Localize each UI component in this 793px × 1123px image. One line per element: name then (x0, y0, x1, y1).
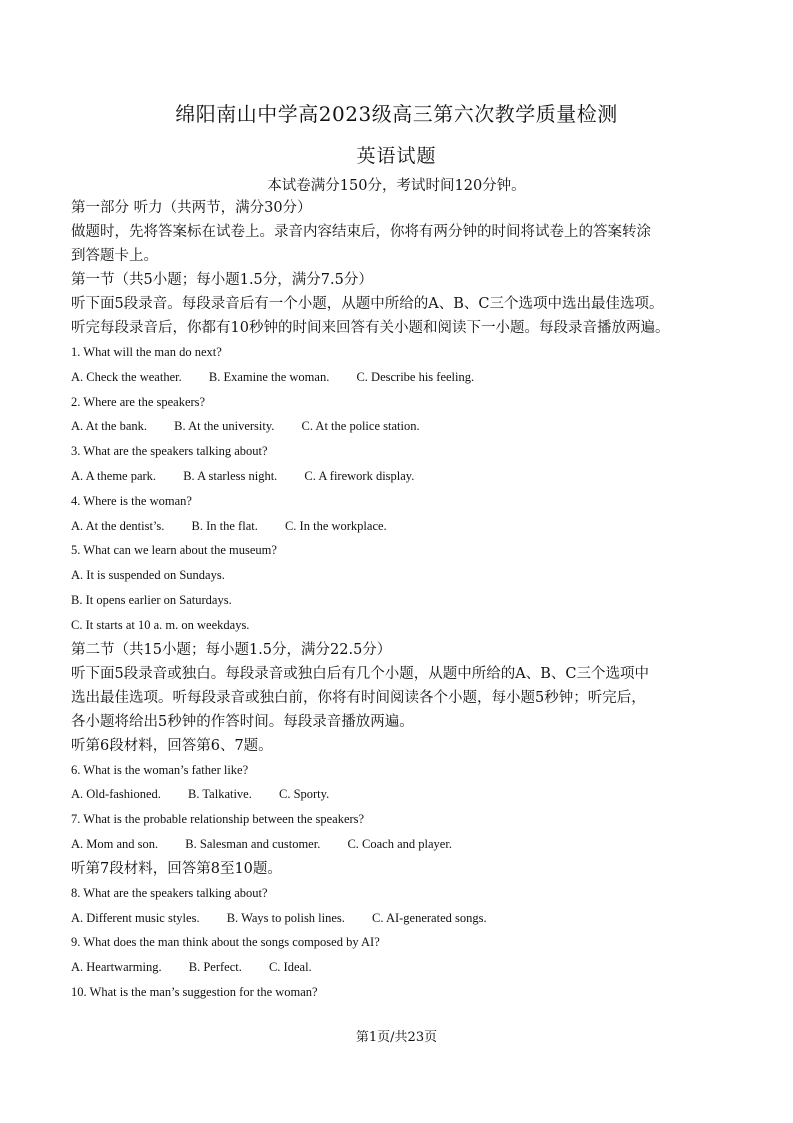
options-8 (71, 906, 731, 931)
section2-instruction-line: 各小题将给出5秒钟的作答时间。每段录音播放两遍。 (71, 713, 414, 730)
option-7a: A. Mom and son. (71, 836, 159, 851)
options-7 (71, 832, 731, 857)
question-6: 6. What is the woman’s father like? (71, 762, 249, 777)
material-6-heading: 听第6段材料，回答第6、7题。 (71, 737, 273, 754)
option-5a: A. It is suspended on Sundays. (71, 568, 225, 583)
question-10: 10. What is the man’s suggestion for the woman? (71, 984, 318, 999)
option-9a: A. Heartwarming. (71, 960, 162, 975)
option-6c: C. Sporty. (278, 787, 330, 802)
option-3c: C. A firework display. (304, 468, 415, 483)
question-7: 7. What is the probable relationship between the speakers? (71, 812, 365, 827)
question-9: 9. What does the man think about the songs composed by AI? (71, 935, 380, 950)
option-2a: A. At the bank. (71, 419, 148, 434)
question-8: 8. What are the speakers talking about? (71, 885, 268, 900)
option-4a: A. At the dentist’s. (71, 518, 165, 533)
option-4c: C. In the workplace. (284, 518, 387, 533)
exam-title: 绵阳南山中学高2023级高三第六次教学质量检测 (175, 102, 618, 126)
options-2 (71, 414, 731, 439)
section2-instruction-line: 选出最佳选项。听每段录音或独白前，你将有时间阅读各个小题，每小题5秒钟；听完后， (71, 689, 646, 706)
options-6 (71, 782, 731, 807)
options-4 (71, 514, 731, 539)
options-1 (71, 365, 731, 390)
exam-content (71, 196, 731, 1005)
part1-heading: 第一部分 听力（共两节，满分30分） (71, 200, 312, 216)
section1-instruction-line: 听完每段录音后，你都有10秒钟的时间来回答有关小题和阅读下一小题。每段录音播放两遍。 (71, 320, 670, 336)
option-5b: B. It opens earlier on Saturdays. (71, 592, 232, 607)
option-2b: B. At the university. (174, 419, 275, 434)
option-3b: B. A starless night. (183, 468, 278, 483)
option-8b: B. Ways to polish lines. (226, 910, 345, 925)
section2-instruction-line: 听下面5段录音或独白。每段录音或独白后有几个小题，从题中所给的A、B、C三个选项中 (71, 665, 649, 682)
section2-heading: 第二节（共15小题；每小题1.5分，满分22.5分） (71, 641, 392, 658)
question-5: 5. What can we learn about the museum? (71, 543, 277, 558)
part1-instruction-line: 到答题卡上。 (71, 248, 158, 264)
option-7c: C. Coach and player. (347, 836, 452, 851)
option-8c: C. AI-generated songs. (372, 910, 487, 925)
option-5c: C. It starts at 10 a. m. on weekdays. (71, 617, 250, 632)
material-7-heading: 听第7段材料，回答第8至10题。 (71, 860, 282, 877)
options-9 (71, 955, 731, 980)
option-8a: A. Different music styles. (71, 910, 200, 925)
question-2: 2. Where are the speakers? (71, 394, 206, 409)
option-6a: A. Old-fashioned. (71, 787, 161, 802)
option-6b: B. Talkative. (188, 787, 252, 802)
score-time-line: 本试卷满分150分，考试时间120分钟。 (267, 178, 526, 194)
option-7b: B. Salesman and customer. (185, 836, 321, 851)
option-1c: C. Describe his feeling. (356, 369, 475, 384)
option-1b: B. Examine the woman. (208, 369, 330, 384)
option-2c: C. At the police station. (301, 419, 420, 434)
option-3a: A. A theme park. (71, 468, 157, 483)
option-4b: B. In the flat. (191, 518, 258, 533)
page-number: 第1页/共23页 (355, 1030, 438, 1045)
section1-instruction-line: 听下面5段录音。每段录音后有一个小题，从题中所给的A、B、C三个选项中选出最佳选项。 (71, 296, 664, 312)
section1-heading: 第一节（共5小题；每小题1.5分，满分7.5分） (71, 272, 373, 288)
options-3 (71, 464, 731, 489)
part1-instruction-line: 做题时，先将答案标在试卷上。录音内容结束后，你将有两分钟的时间将试卷上的答案转涂 (71, 224, 651, 240)
option-9c: C. Ideal. (268, 960, 312, 975)
question-3: 3. What are the speakers talking about? (71, 444, 268, 459)
option-1a: A. Check the weather. (71, 369, 182, 384)
option-9b: B. Perfect. (188, 960, 242, 975)
exam-subtitle: 英语试题 (356, 145, 437, 167)
question-4: 4. Where is the woman? (71, 493, 192, 508)
question-1: 1. What will the man do next? (71, 345, 222, 359)
